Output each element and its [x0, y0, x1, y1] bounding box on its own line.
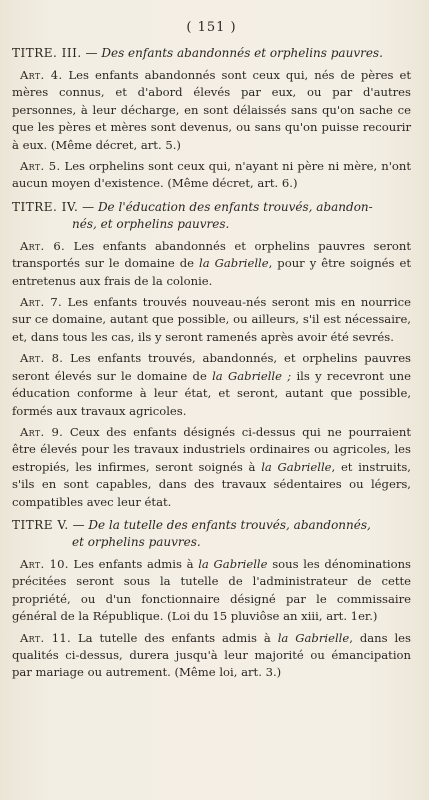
article-text: Les enfants abandonnés sont ceux qui, nés de pères et mères connus, et d'abord élevés par eux, ou par d'autres personnes, à leur décharge, en sont délaissés sans qu'on sache ce que les pères et mères sont devenus, ou sans qu'on puisse recourir à eux. (Même décret, art. 5.)	[12, 68, 411, 152]
article-7	[12, 294, 411, 346]
article-5	[12, 158, 411, 193]
article-label: Art. 6.	[20, 238, 66, 253]
titre-iii-heading	[12, 45, 411, 62]
article-label: Art. 8.	[20, 351, 64, 366]
article-text-tail: , et instruits, s'ils en sont capables, dans des travaux sédentaires ou légers, compatibles avec leur état.	[12, 459, 411, 509]
titre-text: Des enfants abandonnés et orphelins pauvres.	[101, 46, 383, 60]
titre-label: TITRE V.	[12, 517, 69, 532]
article-text: Les enfants abandonnés et orphelins pauvres seront transportés sur le domaine de	[12, 238, 412, 271]
article-4	[12, 67, 411, 154]
article-text-tail: , dans les qualités ci-dessus, durera jusqu'à leur majorité ou émancipation par mariage ou autrement. (Même loi, art. 3.)	[12, 630, 411, 680]
titre-label: TITRE. IV.	[12, 199, 79, 214]
titre-iv-heading	[12, 199, 411, 233]
article-text: Les orphelins sont ceux qui, n'ayant ni père ni mère, n'ont aucun moyen d'existence. (Même décret, art. 6.)	[12, 159, 411, 191]
article-label: Art. 4.	[20, 68, 63, 82]
article-8	[12, 350, 411, 420]
titre-text-continuation: nés, et orphelins pauvres.	[72, 216, 230, 231]
article-label: Art. 11.	[20, 630, 72, 645]
article-label: Art. 10.	[20, 556, 69, 571]
titre-dash: —	[68, 517, 89, 532]
titre-dash: —	[78, 199, 98, 214]
article-label: Art. 7.	[20, 295, 62, 310]
article-text: Les enfants admis à	[73, 556, 199, 571]
article-italic: la Gabrielle	[198, 556, 268, 571]
titre-label: TITRE. III.	[12, 46, 82, 60]
page-number: ( 151 )	[186, 20, 237, 35]
article-9	[12, 424, 411, 511]
article-text-tail: , pour y être soignés et entretenus aux frais de la colonie.	[12, 256, 411, 288]
article-6	[12, 238, 411, 290]
article-text: Les enfants trouvés, abandonnés, et orphelins pauvres seront élevés sur le domaine de	[12, 351, 412, 383]
titre-text: De la tutelle des enfants trouvés, abandonnés,	[88, 517, 371, 532]
article-11	[12, 630, 411, 682]
titre-dash: —	[81, 46, 102, 60]
article-text-tail: sous les dénominations précitées seront sous la tutelle de l'administrateur de cette propriété, ou d'un fonctionnaire désigné par le commissaire général de la République. (Loi du 15 pluviôse an xiii, art. 1er.)	[12, 556, 411, 624]
article-text: Ceux des enfants désignés ci-dessus qui ne pourraient être élevés pour les travaux industriels ordinaires ou agricoles, les estropiés, les infirmes, seront soignés à	[12, 424, 412, 474]
article-text: La tutelle des enfants admis à	[77, 630, 278, 645]
article-italic: la Gabrielle	[261, 459, 332, 474]
article-italic: la Gabrielle ;	[212, 368, 292, 383]
titre-text-continuation: et orphelins pauvres.	[72, 534, 201, 549]
article-label: Art. 5.	[20, 159, 61, 174]
article-italic: la Gabrielle	[277, 630, 350, 645]
titre-text: De l'éducation des enfants trouvés, abandon-	[97, 199, 373, 214]
article-text-tail: ils y recevront une éducation conforme à leur état, et seront, autant que possible, formés aux travaux agricoles.	[12, 368, 411, 418]
article-text: Les enfants trouvés nouveau-nés seront mis en nourrice sur ce domaine, autant que possible, ou ailleurs, s'il est nécessaire, et, dans tous les cas, ils y seront ramenés après avoir été sevrés.	[12, 295, 411, 344]
article-10	[12, 556, 411, 626]
article-label: Art. 9.	[20, 424, 64, 439]
titre-v-heading	[12, 517, 411, 551]
article-italic: la Gabrielle	[199, 256, 269, 271]
